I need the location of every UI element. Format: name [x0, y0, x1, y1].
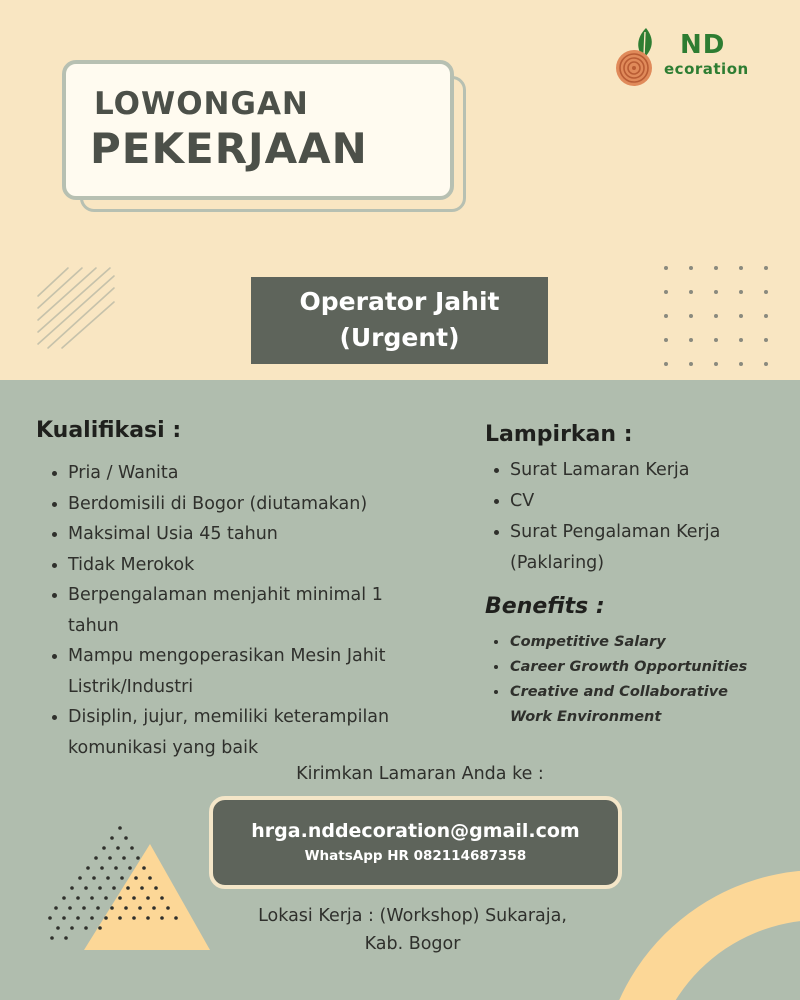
list-item: Mampu mengoperasikan Mesin Jahit Listrik/Industri — [50, 641, 450, 702]
company-logo — [612, 26, 772, 90]
list-item: Disiplin, jujur, memiliki keterampilan komunikasi yang baik — [50, 702, 450, 763]
attachments-heading: Lampirkan : — [485, 422, 633, 447]
logo-initials: ND — [680, 30, 726, 60]
qualifications-heading: Kualifikasi : — [36, 418, 182, 443]
title-line-1: LOWONGAN — [94, 86, 309, 122]
send-application-label: Kirimkan Lamaran Anda ke : — [296, 764, 544, 784]
list-item: Tidak Merokok — [50, 550, 450, 581]
contact-box — [209, 796, 622, 889]
job-position-box — [251, 277, 548, 364]
qualifications-list — [50, 458, 450, 763]
title-line-2: PEKERJAAN — [90, 124, 368, 173]
diagonal-hatch-decoration — [36, 266, 116, 350]
logo-wordmark: ecoration — [664, 60, 749, 78]
benefits-heading: Benefits : — [485, 594, 605, 619]
list-item: Surat Lamaran Kerja — [492, 455, 782, 486]
list-item: Maksimal Usia 45 tahun — [50, 519, 450, 550]
list-item: CV — [492, 486, 782, 517]
list-item: Berpengalaman menjahit minimal 1 tahun — [50, 580, 432, 641]
position-title: Operator Jahit — [299, 287, 500, 316]
contact-whatsapp: WhatsApp HR 082114687358 — [304, 848, 527, 864]
list-item: Competitive Salary — [492, 630, 792, 655]
list-item: Pria / Wanita — [50, 458, 450, 489]
triangle-decoration — [44, 824, 214, 954]
wood-log-icon — [612, 26, 660, 88]
title-card — [62, 60, 454, 200]
list-item: Career Growth Opportunities — [492, 655, 792, 680]
location-line-2: Kab. Bogor — [364, 934, 461, 954]
location-line-1: Lokasi Kerja : (Workshop) Sukaraja, — [258, 906, 567, 926]
list-item: Creative and Collaborative Work Environment — [492, 680, 752, 730]
list-item: Surat Pengalaman Kerja (Paklaring) — [492, 517, 782, 579]
attachments-list — [492, 455, 782, 579]
work-location — [200, 902, 625, 958]
benefits-list — [492, 630, 792, 730]
list-item: Berdomisili di Bogor (diutamakan) — [50, 489, 450, 520]
position-urgency: (Urgent) — [339, 323, 460, 352]
contact-email: hrga.nddecoration@gmail.com — [251, 820, 580, 842]
dot-grid-decoration — [660, 262, 780, 372]
